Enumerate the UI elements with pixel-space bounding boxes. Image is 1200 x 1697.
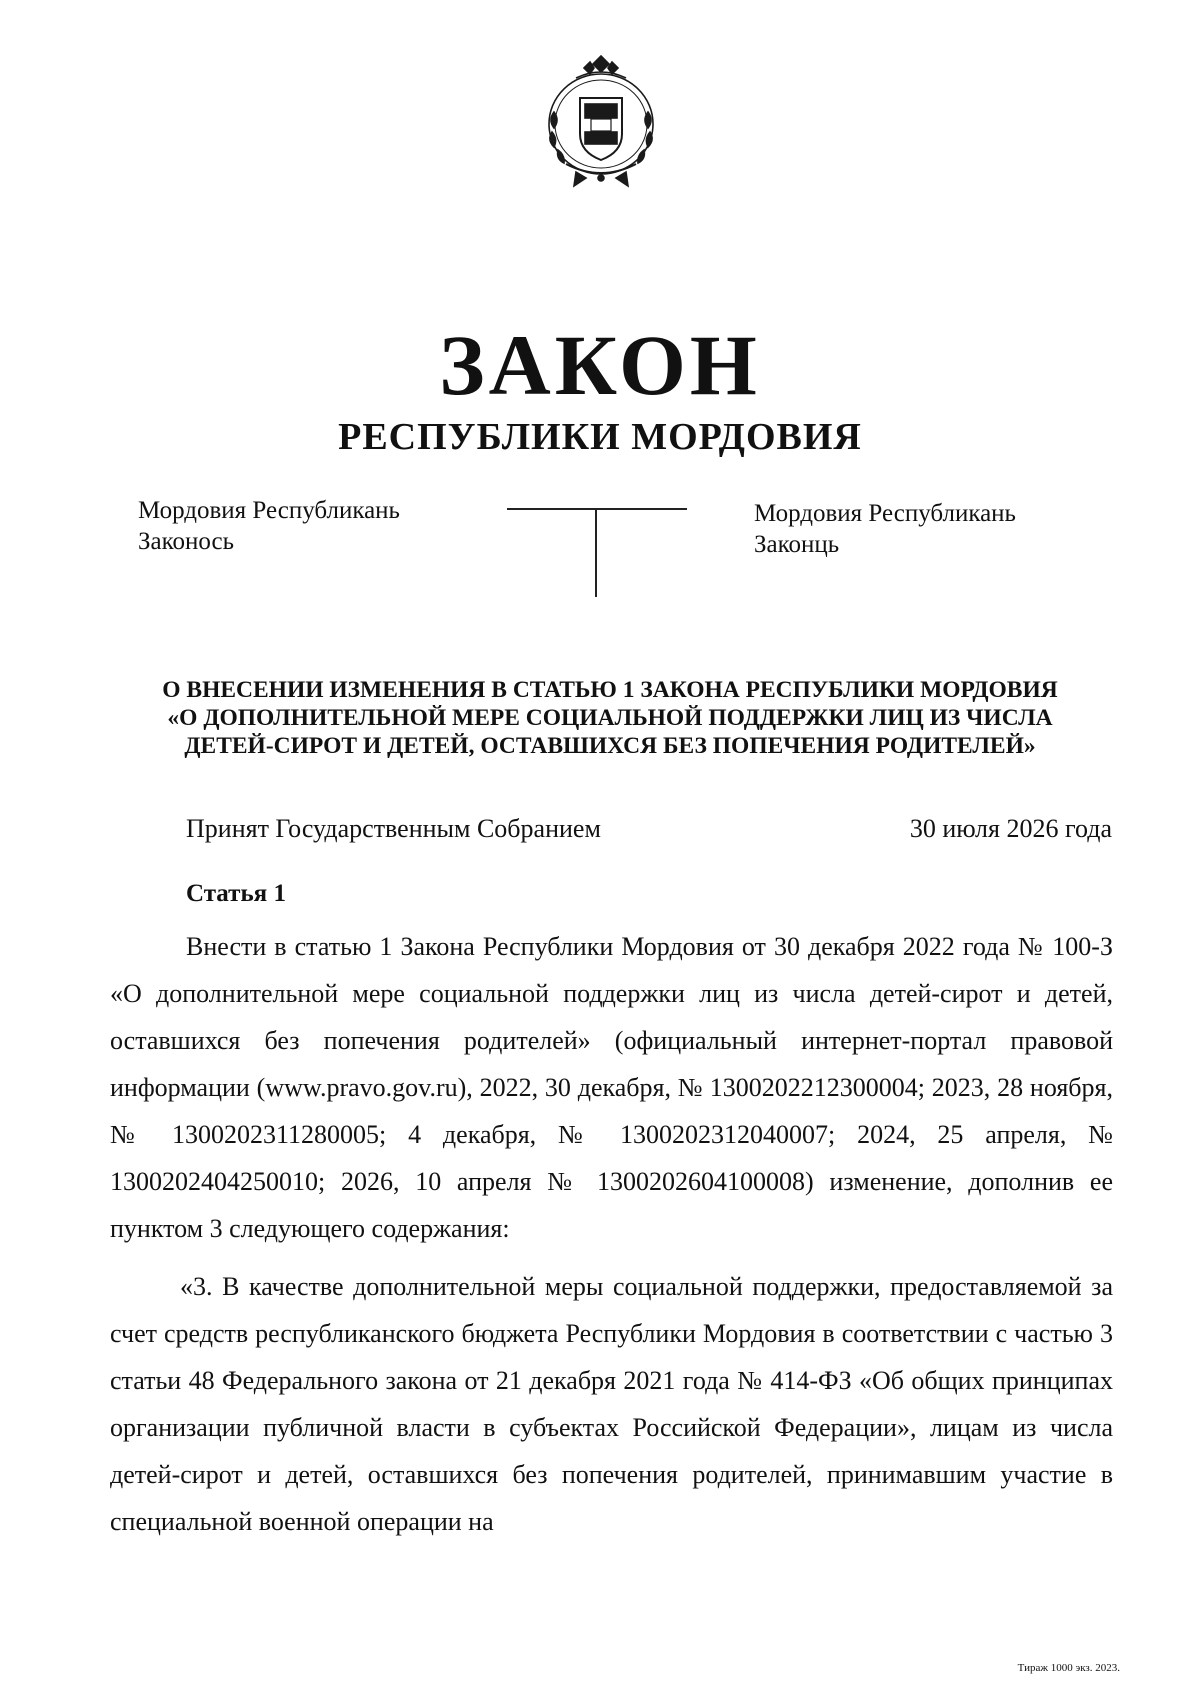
document-title: ЗАКОН — [439, 317, 761, 413]
article-paragraph-2: «3. В качестве дополнительной меры социальной поддержки, предоставляемой за счет средств республиканского бюджета Республики Мордовия в соответствии с частью 3 статьи 48 Федерального закона от 21 декабря 2021 года № 414-ФЗ «Об общих принципах организации публичной власти в субъектах Российской Федерации», лицам из числа детей-сирот и детей, оставшихся без попечения родителей, принимавшим участие в специальной военной операции на — [110, 1272, 1113, 1536]
registration-mark-vertical — [595, 510, 597, 597]
law-heading-line-1: О ВНЕСЕНИИ ИЗМЕНЕНИЯ В СТАТЬЮ 1 ЗАКОНА РЕСПУБЛИКИ МОРДОВИЯ — [162, 677, 1058, 703]
article-paragraph-1: Внести в статью 1 Закона Республики Мордовия от 30 декабря 2022 года № 100-З «О дополнительной мере социальной поддержки лиц из числа детей-сирот и детей, оставшихся без попечения родителей» (официальный интернет-портал правовой информации (www.pravo.gov.ru), 2022, 30 декабря, № 1300202212300004; 2023, 28 ноября, № 1300202311280005; 4 декабря, № 1300202312040007; 2024, 25 апреля, № 1300202404250010; 2026, 10 апреля № 1300202604100008) изменение, дополнив ее пунктом 3 следующего содержания: — [110, 932, 1113, 1243]
registration-mark-horizontal — [507, 508, 687, 510]
adoption-date: 30 июля 2026 года — [909, 814, 1112, 843]
moksha-title — [138, 495, 400, 557]
moksha-title-line-1: Мордовия Республикань — [138, 497, 400, 524]
moksha-title-line-2: Законось — [138, 528, 234, 555]
erzya-title — [754, 498, 1016, 560]
erzya-title-line-1: Мордовия Республикань — [754, 500, 1016, 527]
adopted-by: Принят Государственным Собранием — [186, 814, 601, 843]
law-heading-line-3: ДЕТЕЙ-СИРОТ И ДЕТЕЙ, ОСТАВШИХСЯ БЕЗ ПОПЕЧЕНИЯ РОДИТЕЛЕЙ» — [184, 733, 1036, 759]
law-heading — [110, 676, 1110, 760]
article-title: Статья 1 — [186, 880, 286, 907]
print-run-note: Тираж 1000 экз. 2023. — [1017, 1662, 1120, 1674]
erzya-title-line-2: Законць — [754, 531, 840, 558]
coat-of-arms-emblem — [536, 52, 666, 190]
law-heading-line-2: «О ДОПОЛНИТЕЛЬНОЙ МЕРЕ СОЦИАЛЬНОЙ ПОДДЕРЖКИ ЛИЦ ИЗ ЧИСЛА — [167, 705, 1053, 731]
document-subtitle: РЕСПУБЛИКИ МОРДОВИЯ — [338, 416, 862, 458]
